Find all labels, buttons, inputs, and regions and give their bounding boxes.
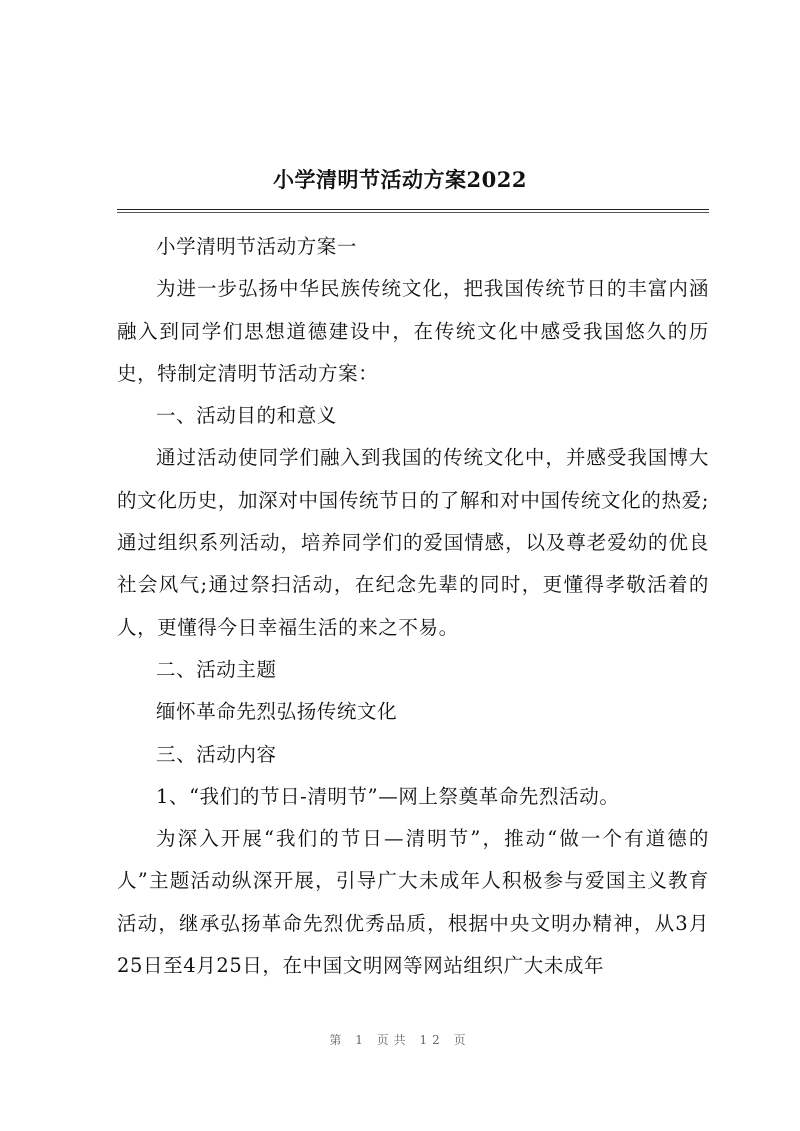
section-heading: 一、活动目的和意义 — [156, 404, 337, 428]
body-paragraph: 通过活动使同学们融入到我国的传统文化中，并感受我国博大的文化历史，加深对中国传统节日的了解和对中国传统文化的热爱;通过组织系列活动，培养同学们的爱国情感，以及尊老爱幼的优良社会风气;通过祭扫活动，在纪念先辈的同时，更懂得孝敬活着的人，更懂得今日幸福生活的来之不易。 — [117, 446, 709, 639]
page-label-suffix: 页 — [453, 1033, 471, 1047]
total-pages-number: 12 — [419, 1033, 445, 1047]
page-label-prefix: 第 — [329, 1033, 347, 1047]
section-heading: 小学清明节活动方案一 — [156, 235, 358, 258]
body-paragraph: 1、“我们的节日-清明节”—网上祭奠革命先烈活动。 — [156, 784, 620, 808]
section-heading: 二、活动主题 — [156, 657, 277, 681]
title-divider — [117, 209, 709, 213]
document-title: 小学清明节活动方案2022 — [273, 167, 527, 192]
body-paragraph: 为进一步弘扬中华民族传统文化，把我国传统节日的丰富内涵融入到同学们思想道德建设中，在传统文化中感受我国悠久的历史，特制定清明节活动方案： — [117, 277, 709, 385]
page-footer — [0, 1031, 800, 1048]
page-label-mid: 页共 — [376, 1033, 411, 1047]
section-heading: 三、活动内容 — [156, 742, 277, 766]
body-paragraph: 为深入开展“我们的节日—清明节”，推动“做一个有道德的人”主题活动纵深开展，引导广大未成年人积极参与爱国主义教育活动，继承弘扬革命先烈优秀品质，根据中央文明办精神，从3月25日至4月25日，在中国文明网等网站组织广大未成年 — [117, 827, 709, 978]
current-page-number: 1 — [355, 1033, 368, 1047]
document-body — [117, 226, 709, 987]
body-paragraph: 缅怀革命先烈弘扬传统文化 — [156, 700, 398, 724]
